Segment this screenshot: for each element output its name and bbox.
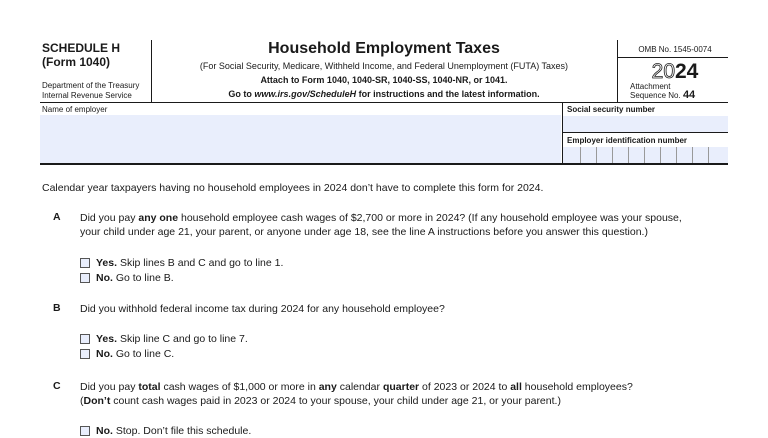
qa-yes-label: Yes. [96, 257, 118, 269]
qa-l1-pre: Did you pay [80, 212, 139, 224]
qc-l1-g: of 2023 or 2024 to [419, 381, 511, 393]
ein-tick [612, 147, 613, 163]
qb-no-text: Go to line C. [112, 348, 175, 360]
omb-divider [617, 57, 728, 58]
qb-yes-text: Skip line C and go to line 7. [117, 333, 248, 345]
question-b-no-option [96, 347, 174, 361]
attach-instruction: Attach to Form 1040, 1040-SR, 1040-SS, 1040-NR, or 1041. [260, 75, 508, 85]
ssn-field[interactable] [563, 116, 728, 132]
qc-l1-d: any [318, 381, 337, 393]
ein-tick [580, 147, 581, 163]
question-b-yes-checkbox[interactable] [80, 334, 90, 344]
tax-year [622, 60, 728, 84]
qc-no-label: No. [96, 425, 113, 437]
qc-l1-i: household employees? [521, 381, 633, 393]
ein-label: Employer identification number [567, 136, 688, 145]
irs-label: Internal Revenue Service [42, 91, 132, 100]
form-title: Household Employment Taxes [268, 40, 500, 57]
qc-l1-h: all [510, 381, 522, 393]
schedule-title: SCHEDULE H [42, 41, 121, 55]
qc-l1-a: Did you pay [80, 381, 139, 393]
qb-yes-label: Yes. [96, 333, 118, 345]
question-c-no-checkbox[interactable] [80, 426, 90, 436]
qc-l2-b: Don’t [83, 395, 111, 407]
ein-tick [596, 147, 597, 163]
question-a-line2: your child under age 21, your parent, or anyone under age 18, see the line A instructions before you answer this question.) [80, 226, 648, 238]
sequence-label: Sequence No. [630, 91, 681, 100]
question-c-line2 [80, 394, 561, 408]
qc-l1-e: calendar [336, 381, 383, 393]
header-bottom-rule [40, 102, 728, 103]
qc-l2-a: ( [80, 395, 84, 407]
ssn-bottom-rule [563, 132, 728, 133]
qa-yes-text: Skip lines B and C and go to line 1. [117, 257, 284, 269]
qa-l1-post: household employee cash wages of $2,700 or more in 2024? (If any household employee was your spouse, [178, 212, 682, 224]
qc-l1-b: total [138, 381, 161, 393]
department-label: Department of the Treasury [42, 81, 140, 90]
question-a-no-option [96, 271, 174, 285]
question-a-yes-checkbox[interactable] [80, 258, 90, 268]
qc-l1-c: cash wages of $1,000 or more in [160, 381, 319, 393]
question-c-line1 [80, 380, 633, 394]
question-c-no-option [96, 424, 251, 438]
question-a-letter: A [53, 211, 61, 223]
qc-l1-f: quarter [382, 381, 420, 393]
question-b-no-checkbox[interactable] [80, 349, 90, 359]
omb-number: OMB No. 1545-0074 [638, 45, 712, 54]
question-c-letter: C [53, 380, 61, 392]
intro-text: Calendar year taxpayers having no household employees in 2024 don’t have to complete this form for 2024. [42, 182, 544, 194]
ein-digit-ticks [563, 147, 728, 163]
qa-l1-bold: any one [138, 212, 179, 224]
ein-tick [676, 147, 677, 163]
question-a-line1 [80, 211, 682, 225]
question-b-yes-option [96, 332, 248, 346]
ein-tick [660, 147, 661, 163]
ein-tick [708, 147, 709, 163]
instructions-url[interactable]: www.irs.gov/ScheduleH [254, 89, 357, 99]
sequence-number: 44 [682, 89, 696, 101]
question-b-text: Did you withhold federal income tax during 2024 for any household employee? [80, 303, 445, 315]
goto-prefix: Go to [228, 89, 255, 99]
ein-tick [628, 147, 629, 163]
question-a-yes-option [96, 256, 283, 270]
ein-tick [644, 147, 645, 163]
goto-suffix: for instructions and the latest information. [356, 89, 540, 99]
form-number: (Form 1040) [42, 55, 111, 69]
ssn-label: Social security number [567, 105, 656, 114]
qa-no-text: Go to line B. [112, 272, 174, 284]
question-a-no-checkbox[interactable] [80, 273, 90, 283]
ein-tick [692, 147, 693, 163]
year-outline: 20 [651, 60, 675, 83]
form-subtitle: (For Social Security, Medicare, Withheld Income, and Federal Unemployment (FUTA) Taxes) [199, 61, 569, 71]
fields-bottom-rule [40, 163, 728, 165]
header-divider-right [617, 40, 618, 102]
employer-name-field[interactable] [40, 115, 561, 163]
year-bold: 24 [675, 60, 699, 83]
qc-l2-c: count cash wages paid in 2023 or 2024 to your spouse, your child under age 21, or your parent.) [110, 395, 561, 407]
qa-no-label: No. [96, 272, 113, 284]
instructions-link-line [152, 89, 616, 99]
attachment-label: Attachment [630, 82, 671, 91]
question-b-letter: B [53, 302, 61, 314]
qb-no-label: No. [96, 348, 113, 360]
sequence-line [630, 91, 695, 100]
employer-name-label: Name of employer [42, 105, 108, 114]
qc-no-text: Stop. Don’t file this schedule. [112, 425, 252, 437]
